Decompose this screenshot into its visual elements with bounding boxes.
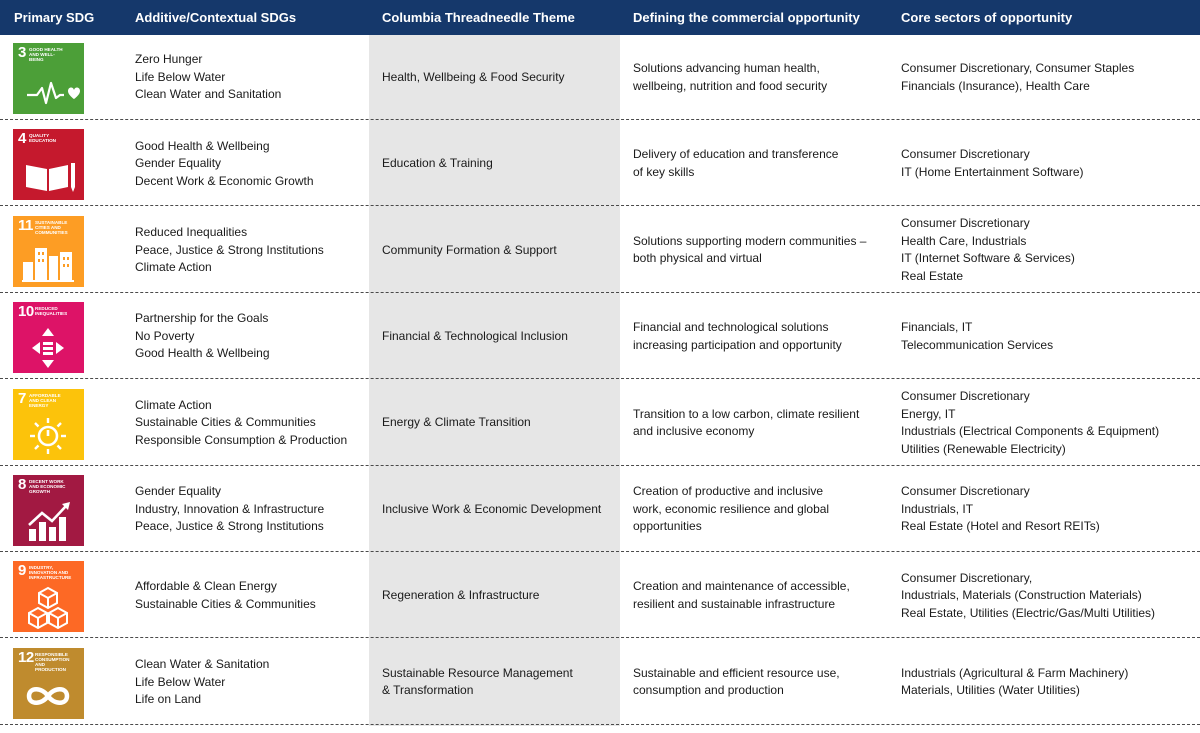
cell-line: Community Formation & Support	[382, 242, 557, 257]
book-pencil-icon	[13, 129, 84, 200]
cell-line: Education & Training	[382, 156, 493, 171]
cell-line: Health, Wellbeing & Food Security	[382, 69, 565, 84]
cell-line: Solutions advancing human health,	[633, 61, 820, 75]
theme-cell	[382, 208, 557, 293]
commercial-opportunity-cell	[633, 208, 866, 293]
city-buildings-icon	[13, 216, 84, 287]
additive-sdgs-cell	[135, 294, 270, 379]
growth-chart-icon	[13, 475, 84, 546]
cell-line: Delivery of education and transference	[633, 147, 839, 162]
cell-line: both physical and virtual	[633, 251, 762, 266]
sdg-number: 7	[18, 389, 26, 407]
row-divider	[0, 551, 1200, 552]
sdg-name: RESPONSIBLE CONSUMPTION AND PRODUCTION	[35, 651, 70, 672]
core-sectors-cell	[901, 553, 1155, 638]
cell-line: Reduced Inequalities	[135, 225, 248, 240]
sdg-number: 10	[18, 303, 34, 321]
commercial-opportunity-cell	[633, 467, 829, 552]
cell-line: Partnership for the Goals	[135, 311, 269, 326]
cell-line: consumption and production	[633, 683, 784, 698]
core-sectors-cell	[901, 208, 1075, 293]
cell-line: Climate Action	[135, 260, 212, 275]
cell-line: Affordable & Clean Energy	[135, 579, 277, 594]
cell-line: of key skills	[633, 164, 695, 179]
sun-power-icon	[13, 389, 84, 460]
cell-line: Sustainable and efficient resource use,	[633, 665, 840, 680]
cell-line: Financials (Insurance), Health Care	[901, 78, 1090, 93]
commercial-opportunity-cell	[633, 35, 827, 120]
sdg-name: QUALITY EDUCATION	[29, 133, 56, 144]
sdg-name: AFFORDABLE AND CLEAN ENERGY	[29, 392, 61, 408]
cell-line: resilient and sustainable infrastructure	[633, 596, 836, 611]
table-row	[0, 208, 1200, 293]
cell-line: Creation of productive and inclusive	[633, 484, 824, 499]
cell-line: Peace, Justice & Strong Institutions	[135, 242, 324, 257]
theme-cell	[382, 294, 568, 379]
header-additive-sdgs: Additive/Contextual SDGs	[135, 10, 297, 25]
cell-line: Peace, Justice & Strong Institutions	[135, 519, 324, 534]
table-row	[0, 381, 1200, 466]
cell-line: Gender Equality	[135, 156, 222, 171]
additive-sdgs-cell	[135, 467, 324, 552]
header-core-sectors: Core sectors of opportunity	[901, 10, 1073, 25]
cell-line: Inclusive Work & Economic Development	[382, 501, 602, 516]
cell-line: Good Health & Wellbeing	[135, 346, 270, 361]
cell-line: Solutions supporting modern communities –	[633, 233, 867, 248]
core-sectors-cell	[901, 121, 1084, 206]
theme-cell	[382, 640, 573, 725]
sdg-tile	[13, 43, 84, 114]
theme-cell	[382, 553, 539, 638]
cell-line: Life on Land	[135, 692, 202, 707]
additive-sdgs-cell	[135, 208, 324, 293]
row-divider	[0, 637, 1200, 638]
row-divider	[0, 292, 1200, 293]
cell-line: & Transformation	[382, 683, 474, 698]
core-sectors-cell	[901, 381, 1159, 466]
cell-line: Real Estate, Utilities (Electric/Gas/Multi Utilities)	[901, 605, 1156, 620]
additive-sdgs-cell	[135, 640, 269, 725]
cell-line: Real Estate (Hotel and Resort REITs)	[901, 519, 1100, 534]
sdg-number: 4	[18, 130, 26, 148]
table-row	[0, 640, 1200, 725]
sdg-tile	[13, 129, 84, 200]
sdg-tile	[13, 389, 84, 460]
infinity-icon	[13, 648, 84, 719]
cell-line: Clean Water and Sanitation	[135, 87, 282, 102]
cell-line: Health Care, Industrials	[901, 233, 1027, 248]
sdg-name: SUSTAINABLE CITIES AND COMMUNITIES	[35, 219, 68, 235]
cell-line: Industry, Innovation & Infrastructure	[135, 501, 325, 516]
table-row	[0, 35, 1200, 120]
cell-line: Zero Hunger	[135, 52, 203, 67]
table-row	[0, 467, 1200, 552]
sdg-tile	[13, 302, 84, 373]
commercial-opportunity-cell	[633, 294, 842, 379]
header-theme: Columbia Threadneedle Theme	[382, 10, 575, 25]
row-divider	[0, 119, 1200, 120]
sdg-number: 3	[18, 44, 26, 61]
cell-line: Industrials, Materials (Construction Materials)	[901, 588, 1142, 603]
sdg-name: INDUSTRY, INNOVATION AND INFRASTRUCTURE	[29, 565, 72, 581]
commercial-opportunity-cell	[633, 381, 859, 466]
cell-line: work, economic resilience and global	[633, 501, 830, 516]
sdg-name: REDUCED INEQUALITIES	[35, 306, 68, 317]
sdg-name: DECENT WORK AND ECONOMIC GROWTH	[29, 479, 66, 494]
cell-line: Climate Action	[135, 397, 212, 412]
cell-line: Financial & Technological Inclusion	[382, 328, 568, 343]
cell-line: Materials, Utilities (Water Utilities)	[901, 683, 1080, 698]
core-sectors-cell	[901, 640, 1128, 725]
table-header	[0, 0, 1200, 35]
table-row	[0, 121, 1200, 206]
cell-line: Energy & Climate Transition	[382, 415, 531, 430]
cell-line: Industrials (Agricultural & Farm Machinery)	[901, 665, 1129, 680]
cell-line: Transition to a low carbon, climate resilient	[633, 406, 860, 421]
cubes-icon	[13, 561, 84, 632]
additive-sdgs-cell	[135, 553, 316, 638]
row-divider	[0, 378, 1200, 379]
sdg-number: 11	[18, 216, 33, 234]
table-row	[0, 294, 1200, 379]
cell-line: IT (Internet Software & Services)	[901, 251, 1075, 266]
cell-line: Real Estate	[901, 268, 964, 283]
cell-line: Regeneration & Infrastructure	[382, 588, 540, 603]
cell-line: Consumer Discretionary	[901, 147, 1030, 162]
theme-cell	[382, 121, 493, 206]
cell-line: Financials, IT	[901, 320, 973, 335]
cell-line: Consumer Discretionary	[901, 216, 1030, 231]
cell-line: Consumer Discretionary,	[901, 570, 1033, 585]
commercial-opportunity-cell	[633, 121, 838, 206]
additive-sdgs-cell	[135, 381, 347, 466]
header-commercial-opportunity: Defining the commercial opportunity	[633, 10, 860, 25]
sdg-tile	[13, 648, 84, 719]
cell-line: and inclusive economy	[633, 424, 755, 439]
sdg-number: 12	[18, 648, 34, 666]
additive-sdgs-cell	[135, 35, 281, 120]
cell-line: No Poverty	[135, 328, 195, 343]
theme-cell	[382, 467, 601, 552]
cell-line: Life Below Water	[135, 69, 226, 84]
core-sectors-cell	[901, 35, 1134, 120]
cell-line: Consumer Discretionary	[901, 389, 1030, 404]
cell-line: Industrials (Electrical Components & Equipment)	[901, 424, 1160, 439]
core-sectors-cell	[901, 294, 1053, 379]
cell-line: Consumer Discretionary	[901, 484, 1030, 499]
row-divider	[0, 724, 1200, 725]
cell-line: Creation and maintenance of accessible,	[633, 579, 850, 594]
cell-line: Good Health & Wellbeing	[135, 138, 270, 153]
cell-line: opportunities	[633, 519, 702, 534]
cell-line: Utilities (Renewable Electricity)	[901, 441, 1066, 456]
cell-line: wellbeing, nutrition and food security	[633, 78, 828, 93]
sdg-tile	[13, 475, 84, 546]
heartbeat-icon	[13, 43, 84, 114]
row-divider	[0, 205, 1200, 206]
sdg-tile	[13, 216, 84, 287]
header-primary-sdg: Primary SDG	[14, 10, 95, 25]
sdg-number: 9	[18, 562, 26, 580]
cell-line: Sustainable Cities & Communities	[135, 415, 316, 430]
cell-line: Clean Water & Sanitation	[135, 657, 270, 672]
cell-line: Life Below Water	[135, 674, 226, 689]
cell-line: Industrials, IT	[901, 501, 974, 516]
cell-line: Sustainable Cities & Communities	[135, 596, 316, 611]
equality-arrows-icon	[13, 302, 84, 373]
cell-line: Consumer Discretionary, Consumer Staples	[901, 61, 1135, 75]
sdg-number: 8	[18, 476, 26, 493]
theme-cell	[382, 381, 531, 466]
commercial-opportunity-cell	[633, 640, 840, 725]
cell-line: Telecommunication Services	[901, 337, 1054, 352]
cell-line: Sustainable Resource Management	[382, 665, 573, 680]
cell-line: Gender Equality	[135, 484, 222, 499]
cell-line: Financial and technological solutions	[633, 320, 829, 335]
theme-cell	[382, 35, 565, 120]
cell-line: Responsible Consumption & Production	[135, 432, 348, 447]
cell-line: Energy, IT	[901, 406, 956, 421]
sdg-tile	[13, 561, 84, 632]
cell-line: Decent Work & Economic Growth	[135, 173, 314, 188]
commercial-opportunity-cell	[633, 553, 850, 638]
additive-sdgs-cell	[135, 121, 314, 206]
sdg-name: GOOD HEALTH AND WELL-BEING	[29, 47, 63, 62]
row-divider	[0, 465, 1200, 466]
core-sectors-cell	[901, 467, 1100, 552]
table-row	[0, 553, 1200, 638]
cell-line: increasing participation and opportunity	[633, 337, 842, 352]
cell-line: IT (Home Entertainment Software)	[901, 164, 1084, 179]
